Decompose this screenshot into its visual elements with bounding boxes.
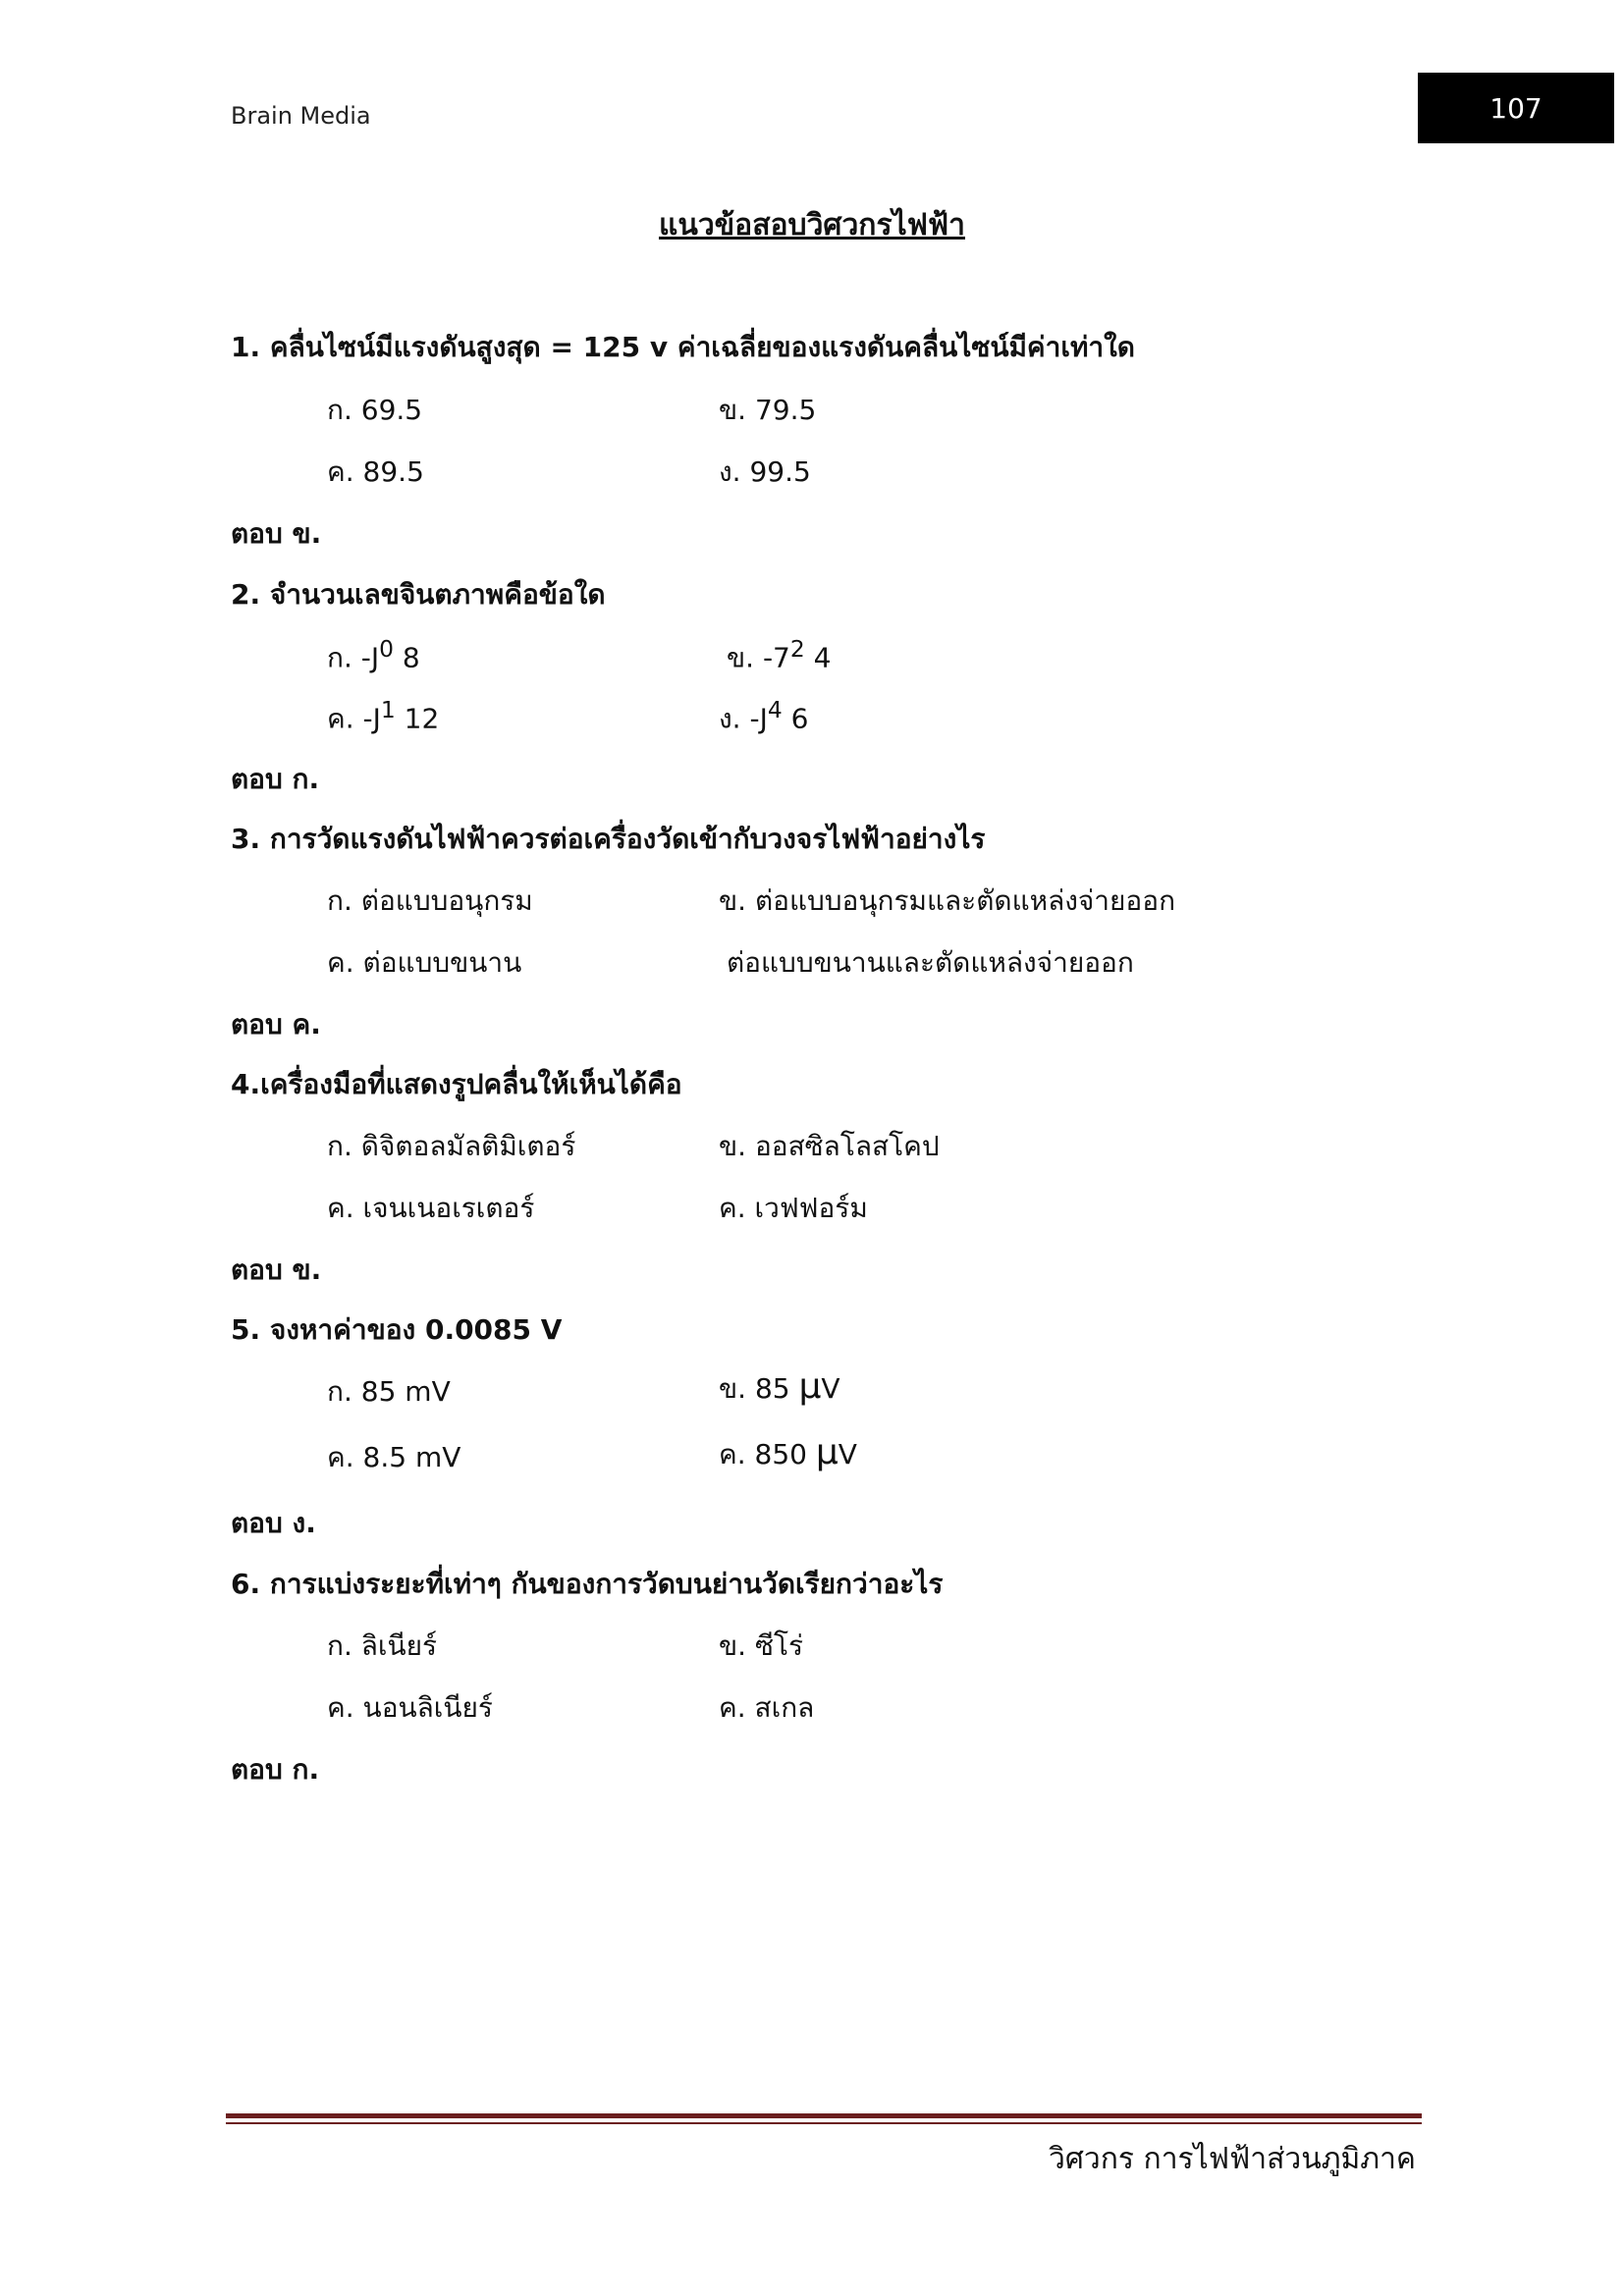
option-6d: ค. สเกล <box>719 1691 815 1724</box>
option-4b: ข. ออสซิลโลสโคป <box>719 1130 940 1162</box>
question-3: 3. การวัดแรงดันไฟฟ้าควรต่อเครื่องวัดเข้ากับวงจรไฟฟ้าอย่างไร <box>231 823 986 855</box>
option-2c: ค. $-J^1$ 12 <box>327 696 440 735</box>
answer-3: ตอบ ค. <box>231 1008 321 1041</box>
answer-4: ตอบ ข. <box>231 1254 322 1286</box>
option-3a: ก. ต่อแบบอนุกรม <box>327 884 533 917</box>
page-number: 107 <box>1489 91 1543 125</box>
footer-divider-thin <box>226 2122 1422 2124</box>
answer-5: ตอบ ง. <box>231 1507 316 1539</box>
option-2b: ข. $-7^2$ 4 <box>727 635 832 674</box>
option-6b: ข. ซีโร่ <box>719 1629 804 1662</box>
option-5d: ค. 850 µV <box>719 1432 857 1472</box>
option-4a: ก. ดิจิตอลมัลติมิเตอร์ <box>327 1130 576 1162</box>
option-3b: ข. ต่อแบบอนุกรมและตัดแหล่งจ่ายออก <box>719 884 1176 917</box>
page-number-box <box>1418 73 1614 143</box>
option-1b: ข. 79.5 <box>719 394 817 426</box>
option-2d: ง. $-J^4$ 6 <box>719 696 809 735</box>
answer-2: ตอบ ก. <box>231 763 320 795</box>
page-title: แนวข้อสอบวิศวกรไฟฟ้า <box>658 208 965 242</box>
question-1: 1. คลื่นไซน์มีแรงดันสูงสุด = 125 v ค่าเฉลี่ยของแรงดันคลื่นไซน์มีค่าเท่าใด <box>231 331 1135 363</box>
option-2a: ก. $-J^0$ 8 <box>327 635 420 674</box>
option-5b: ข. 85 µV <box>719 1366 840 1407</box>
footer-divider-thick <box>226 2113 1422 2118</box>
option-3c: ค. ต่อแบบขนาน <box>327 946 522 979</box>
option-4c: ค. เจนเนอเรเตอร์ <box>327 1192 535 1224</box>
option-1d: ง. 99.5 <box>719 455 811 488</box>
option-5a: ก. 85 mV <box>327 1375 451 1408</box>
option-3d: ต่อแบบขนานและตัดแหล่งจ่ายออก <box>727 946 1134 979</box>
question-5: 5. จงหาค่าของ 0.0085 V <box>231 1313 563 1346</box>
question-2: 2. จำนวนเลขจินตภาพคือข้อใด <box>231 578 606 611</box>
option-1a: ก. 69.5 <box>327 394 423 426</box>
option-1c: ค. 89.5 <box>327 455 424 488</box>
option-6a: ก. ลิเนียร์ <box>327 1629 438 1662</box>
answer-1: ตอบ ข. <box>231 517 322 550</box>
footer-text: วิศวกร การไฟฟ้าส่วนภูมิภาค <box>1049 2142 1416 2176</box>
answer-6: ตอบ ก. <box>231 1753 320 1786</box>
question-6: 6. การแบ่งระยะที่เท่าๆ กันของการวัดบนย่านวัดเรียกว่าอะไร <box>231 1568 944 1600</box>
option-4d: ค. เวฟฟอร์ม <box>719 1192 868 1224</box>
option-6c: ค. นอนลิเนียร์ <box>327 1691 493 1724</box>
option-5c: ค. 8.5 mV <box>327 1441 461 1473</box>
question-4: 4.เครื่องมือที่แสดงรูปคลื่นให้เห็นได้คือ <box>231 1068 682 1100</box>
brand-label: Brain Media <box>231 102 371 130</box>
